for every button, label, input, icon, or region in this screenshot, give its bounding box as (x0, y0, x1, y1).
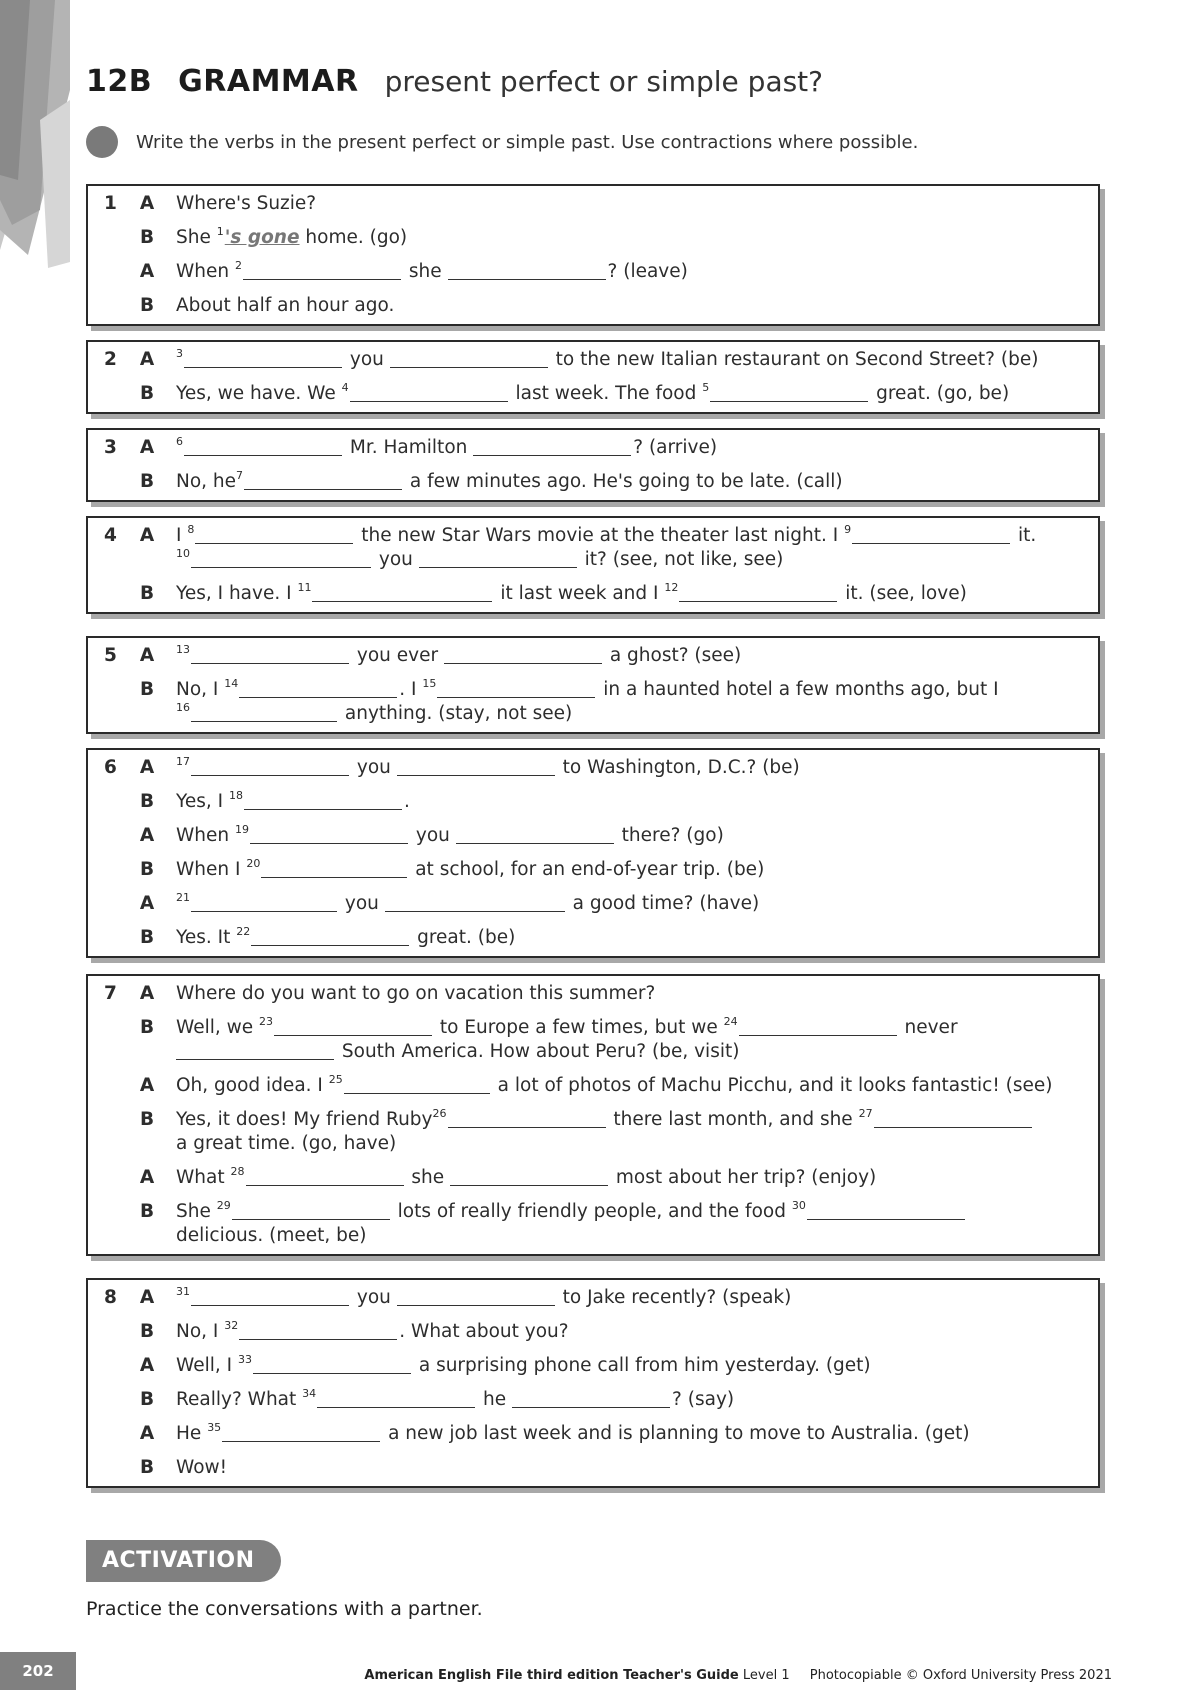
answer-blank-19a[interactable] (250, 825, 408, 844)
speaker: B (139, 1201, 155, 1222)
line-text: When $^{19}$ you there? (go) (176, 823, 724, 846)
line-text: Wow! (176, 1457, 228, 1478)
line-text: Where's Suzie? (176, 193, 317, 214)
answer-blank-24b[interactable] (176, 1041, 334, 1060)
speaker: A (139, 983, 155, 1004)
exercise-6 (86, 748, 1100, 958)
answer-blank-34a[interactable] (317, 1389, 475, 1408)
exercise-number: 3 (104, 437, 117, 458)
exercise-number: 2 (104, 349, 117, 370)
answer-blank-16[interactable] (191, 703, 337, 722)
speaker: A (139, 525, 155, 546)
dialogue-line (88, 790, 1098, 814)
dialogue-line (88, 1166, 1098, 1190)
line-text: Well, I $^{33}$ a surprising phone call from him yesterday. (get) (176, 1353, 871, 1376)
line-text: Oh, good idea. I $^{25}$ a lot of photos of Machu Picchu, and it looks fantastic! (see) (176, 1073, 1053, 1096)
dialogue-line (88, 382, 1098, 406)
section-label: GRAMMAR (178, 64, 359, 99)
dialogue-line (88, 1320, 1098, 1344)
page-number: 202 (0, 1652, 76, 1690)
dialogue-line (88, 824, 1098, 848)
answer-blank-32[interactable] (239, 1321, 397, 1340)
answer-blank-25[interactable] (344, 1075, 490, 1094)
dialogue-line (88, 644, 1098, 668)
exercise-8 (86, 1278, 1100, 1488)
lesson-code: 12B (86, 64, 153, 99)
speaker: A (139, 893, 155, 914)
speaker: A (139, 1075, 155, 1096)
line-text: I $^8$ the new Star Wars movie at the theater last night. I $^9$ it. $^{10}$ you it? (see, not like, see) (176, 523, 1037, 570)
page-title (86, 62, 823, 102)
speaker: B (139, 1457, 155, 1478)
exercise-number: 8 (104, 1287, 117, 1308)
line-text: No, I $^{14}$ . I $^{15}$ in a haunted hotel a few months ago, but I $^{16}$ anything. (stay, not see) (176, 677, 999, 724)
exercise-7 (86, 974, 1100, 1256)
speaker: B (139, 1017, 155, 1038)
answer-blank-3b[interactable] (390, 349, 548, 368)
dialogue-line (88, 892, 1098, 916)
answer-blank-8[interactable] (195, 525, 353, 544)
answer-blank-13b[interactable] (444, 645, 602, 664)
speaker: A (139, 825, 155, 846)
speaker: A (139, 1355, 155, 1376)
exercise-number: 5 (104, 645, 117, 666)
speaker: B (139, 927, 155, 948)
speaker: A (139, 1287, 155, 1308)
line-text: She $^1$'s gone home. (go) (176, 225, 408, 248)
answer-blank-20[interactable] (261, 859, 407, 878)
speaker: B (139, 583, 155, 604)
answer-blank-6a[interactable] (184, 437, 342, 456)
dialogue-line (88, 582, 1098, 606)
line-text: Really? What $^{34}$ he ? (say) (176, 1387, 735, 1410)
speaker: B (139, 383, 155, 404)
answer-blank-21a[interactable] (191, 893, 337, 912)
answer-blank-26[interactable] (448, 1109, 606, 1128)
speaker: B (139, 679, 155, 700)
dialogue-line (88, 1074, 1098, 1098)
answer-blank-2b[interactable] (448, 261, 606, 280)
answer-blank-2a[interactable] (243, 261, 401, 280)
book-level: Level 1 (742, 1668, 790, 1683)
answer-blank-12[interactable] (679, 583, 837, 602)
speaker: A (139, 645, 155, 666)
speaker: B (139, 791, 155, 812)
answer-blank-14[interactable] (239, 679, 397, 698)
speaker: A (139, 1423, 155, 1444)
answer-blank-28a[interactable] (246, 1167, 404, 1186)
dialogue-line (88, 926, 1098, 950)
dialogue-line (88, 1354, 1098, 1378)
answer-blank-3a[interactable] (184, 349, 342, 368)
speaker: B (139, 471, 155, 492)
answer-blank-5[interactable] (710, 383, 868, 402)
answer-blank-19b[interactable] (456, 825, 614, 844)
book-title: American English File third edition Teacher's Guide (364, 1668, 739, 1683)
dialogue-line (88, 436, 1098, 460)
line-text: $^{31}$ you to Jake recently? (speak) (176, 1285, 792, 1308)
line-text: $^{17}$ you to Washington, D.C.? (be) (176, 755, 800, 778)
line-text: Yes, I $^{18}$ . (176, 789, 410, 812)
activation-text: Practice the conversations with a partner. (86, 1598, 483, 1620)
dialogue-line (88, 470, 1098, 494)
answer-blank-24a[interactable] (739, 1017, 897, 1036)
line-text: Yes, I have. I $^{11}$ it last week and I $^{12}$ it. (see, love) (176, 581, 967, 604)
dialogue-line (88, 1388, 1098, 1412)
decorative-fan-graphic (0, 0, 70, 272)
answer-blank-22[interactable] (251, 927, 409, 946)
line-text: $^{13}$ you ever a ghost? (see) (176, 643, 742, 666)
speaker: B (139, 295, 155, 316)
footer (364, 1668, 1112, 1683)
answer-blank-28b[interactable] (450, 1167, 608, 1186)
exercise-number: 7 (104, 983, 117, 1004)
exercise-number: 4 (104, 525, 117, 546)
exercise-2 (86, 340, 1100, 414)
line-text: $^{21}$ you a good time? (have) (176, 891, 760, 914)
dialogue-line (88, 858, 1098, 882)
answer-blank-31a[interactable] (191, 1287, 349, 1306)
example-answer: 's gone (224, 227, 300, 248)
speaker: B (139, 1389, 155, 1410)
answer-blank-33[interactable] (253, 1355, 411, 1374)
line-text: Yes, it does! My friend Ruby$^{26}$ there last month, and she $^{27}$ a great time. (go, have) (166, 1108, 1098, 1156)
exercise-number: 6 (104, 757, 117, 778)
line-text: When $^2$ she ? (leave) (176, 259, 688, 282)
answer-blank-17b[interactable] (397, 757, 555, 776)
line-text: No, I $^{32}$ . What about you? (176, 1319, 569, 1342)
answer-blank-10a[interactable] (191, 549, 371, 568)
dialogue-line (88, 524, 1098, 572)
speaker: B (139, 1321, 155, 1342)
speaker: B (139, 227, 155, 248)
answer-blank-34b[interactable] (512, 1389, 670, 1408)
dialogue-line (88, 982, 1098, 1006)
answer-blank-17a[interactable] (191, 757, 349, 776)
speaker: A (139, 193, 155, 214)
dialogue-line (88, 260, 1098, 284)
exercise-1 (86, 184, 1100, 326)
dialogue-line (88, 1200, 1098, 1248)
activation-label: ACTIVATION (86, 1540, 281, 1582)
answer-blank-21b[interactable] (385, 893, 565, 912)
copyright: Photocopiable © Oxford University Press 2021 (809, 1668, 1112, 1683)
line-text: Where do you want to go on vacation this summer? (176, 983, 656, 1004)
answer-blank-10b[interactable] (419, 549, 577, 568)
dialogue-line (88, 226, 1098, 250)
line-text: Yes, we have. We $^4$ last week. The food $^5$ great. (go, be) (176, 381, 1010, 404)
answer-blank-13a[interactable] (191, 645, 349, 664)
line-text: When I $^{20}$ at school, for an end-of-year trip. (be) (176, 857, 765, 880)
line-text: She $^{29}$ lots of really friendly people, and the food $^{30}$ delicious. (meet, be) (166, 1200, 1098, 1248)
answer-blank-11[interactable] (312, 583, 492, 602)
dialogue-line (88, 1286, 1098, 1310)
answer-blank-18[interactable] (244, 791, 402, 810)
answer-blank-27[interactable] (874, 1109, 1032, 1128)
answer-blank-31b[interactable] (397, 1287, 555, 1306)
dialogue-line (88, 1456, 1098, 1480)
answer-blank-15[interactable] (437, 679, 595, 698)
line-text: Well, we $^{23}$ to Europe a few times, but we $^{24}$ never South America. How about Peru? (be, visit) (176, 1015, 958, 1062)
answer-blank-23[interactable] (274, 1017, 432, 1036)
exercise-3 (86, 428, 1100, 502)
answer-blank-4[interactable] (350, 383, 508, 402)
exercise-number: 1 (104, 193, 117, 214)
line-text: No, $he^7$ a few minutes ago. He's going to be late. (call) (176, 469, 843, 492)
lesson-subtitle: present perfect or simple past? (384, 65, 824, 98)
speaker: B (139, 1109, 155, 1130)
answer-blank-29[interactable] (232, 1201, 390, 1220)
dialogue-line (88, 1016, 1098, 1064)
bullet-circle-icon (86, 126, 118, 158)
line-text: Yes. It $^{22}$ great. (be) (176, 925, 516, 948)
line-text: What $^{28}$ she most about her trip? (enjoy) (176, 1165, 877, 1188)
line-text: About half an hour ago. (176, 295, 395, 316)
line-text: $^6$ Mr. Hamilton ? (arrive) (176, 435, 718, 458)
answer-blank-7[interactable] (244, 471, 402, 490)
answer-blank-6b[interactable] (473, 437, 631, 456)
answer-blank-30[interactable] (807, 1201, 965, 1220)
dialogue-line (88, 192, 1098, 216)
speaker: B (139, 859, 155, 880)
dialogue-line (88, 1108, 1098, 1156)
exercise-5 (86, 636, 1100, 734)
speaker: A (139, 437, 155, 458)
dialogue-line (88, 294, 1098, 318)
dialogue-line (88, 678, 1098, 726)
dialogue-line (88, 348, 1098, 372)
instruction-text: Write the verbs in the present perfect or simple past. Use contractions where possible. (136, 131, 919, 153)
speaker: A (139, 757, 155, 778)
line-text: He $^{35}$ a new job last week and is planning to move to Australia. (get) (176, 1421, 970, 1444)
instruction (86, 126, 918, 158)
answer-blank-35[interactable] (222, 1423, 380, 1442)
speaker: A (139, 349, 155, 370)
dialogue-line (88, 1422, 1098, 1446)
line-text: $^3$ you to the new Italian restaurant on Second Street? (be) (176, 347, 1039, 370)
dialogue-line (88, 756, 1098, 780)
speaker: A (139, 261, 155, 282)
exercise-4 (86, 516, 1100, 614)
speaker: A (139, 1167, 155, 1188)
answer-blank-9[interactable] (852, 525, 1010, 544)
